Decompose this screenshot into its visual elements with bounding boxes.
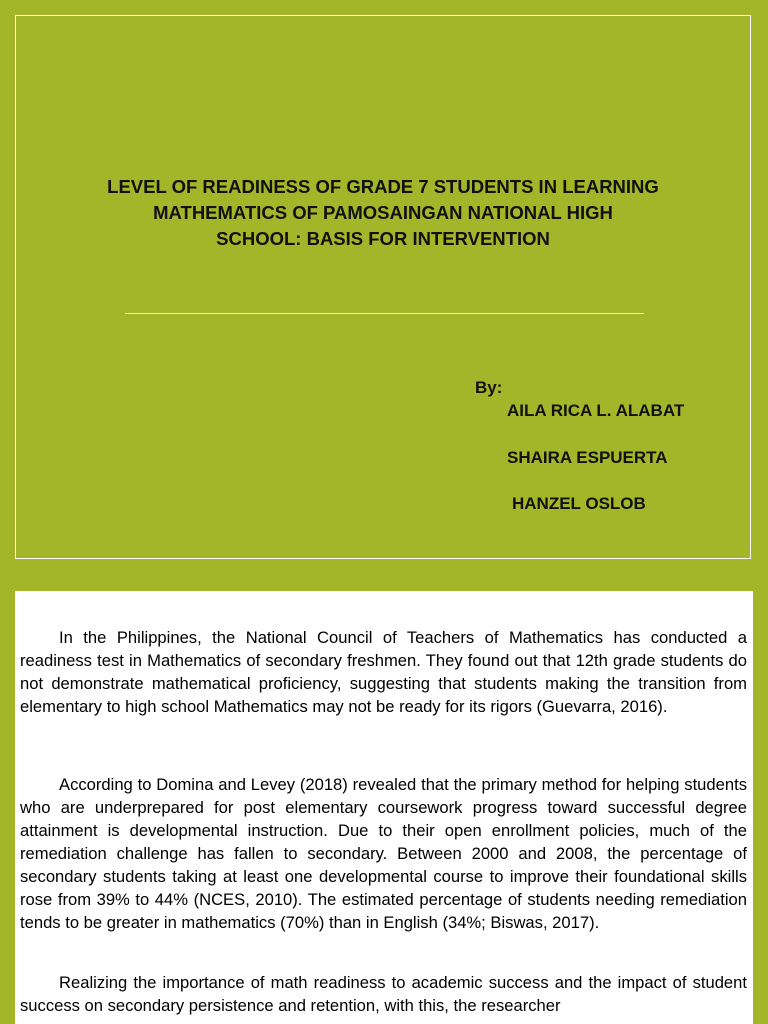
author-1: AILA RICA L. ALABAT bbox=[507, 401, 685, 420]
paragraph-2: According to Domina and Levey (2018) revealed that the primary method for helping students who are underprepared for post elementary coursework progress toward successful degree attainment is developmental instruction. Due to their open enrollment policies, much of the remediation challenge has fallen to secondary. Between 2000 and 2008, the percentage of secondary students taking at least one developmental course to improve their foundational skills rose from 39% to 44% (NCES, 2010). The estimated percentage of students needing remediation tends to be greater in mathematics (70%) than in English (34%; Biswas, 2017). bbox=[20, 775, 747, 932]
research-title bbox=[16, 174, 750, 252]
by-label: By: bbox=[475, 378, 503, 397]
paragraph-3: Realizing the importance of math readiness to academic success and the impact of student success on secondary persistence and retention, with this, the researcher bbox=[20, 973, 747, 1015]
title-divider bbox=[125, 313, 644, 314]
document-page bbox=[15, 591, 753, 1024]
title-line-2: MATHEMATICS OF PAMOSAINGAN NATIONAL HIGH bbox=[153, 202, 613, 223]
title-line-3: SCHOOL: BASIS FOR INTERVENTION bbox=[216, 228, 550, 249]
author-2: SHAIRA ESPUERTA bbox=[507, 448, 668, 467]
author-3: HANZEL OSLOB bbox=[512, 494, 646, 513]
paragraph-1: In the Philippines, the National Council of Teachers of Mathematics has conducted a readiness test in Mathematics of secondary freshmen. They found out that 12th grade students do not demonstrate mathematical proficiency, suggesting that students making the transition from elementary to high school Mathematics may not be ready for its rigors (Guevarra, 2016). bbox=[20, 628, 747, 716]
title-slide bbox=[15, 15, 751, 559]
title-line-1: LEVEL OF READINESS OF GRADE 7 STUDENTS IN LEARNING bbox=[107, 176, 659, 197]
